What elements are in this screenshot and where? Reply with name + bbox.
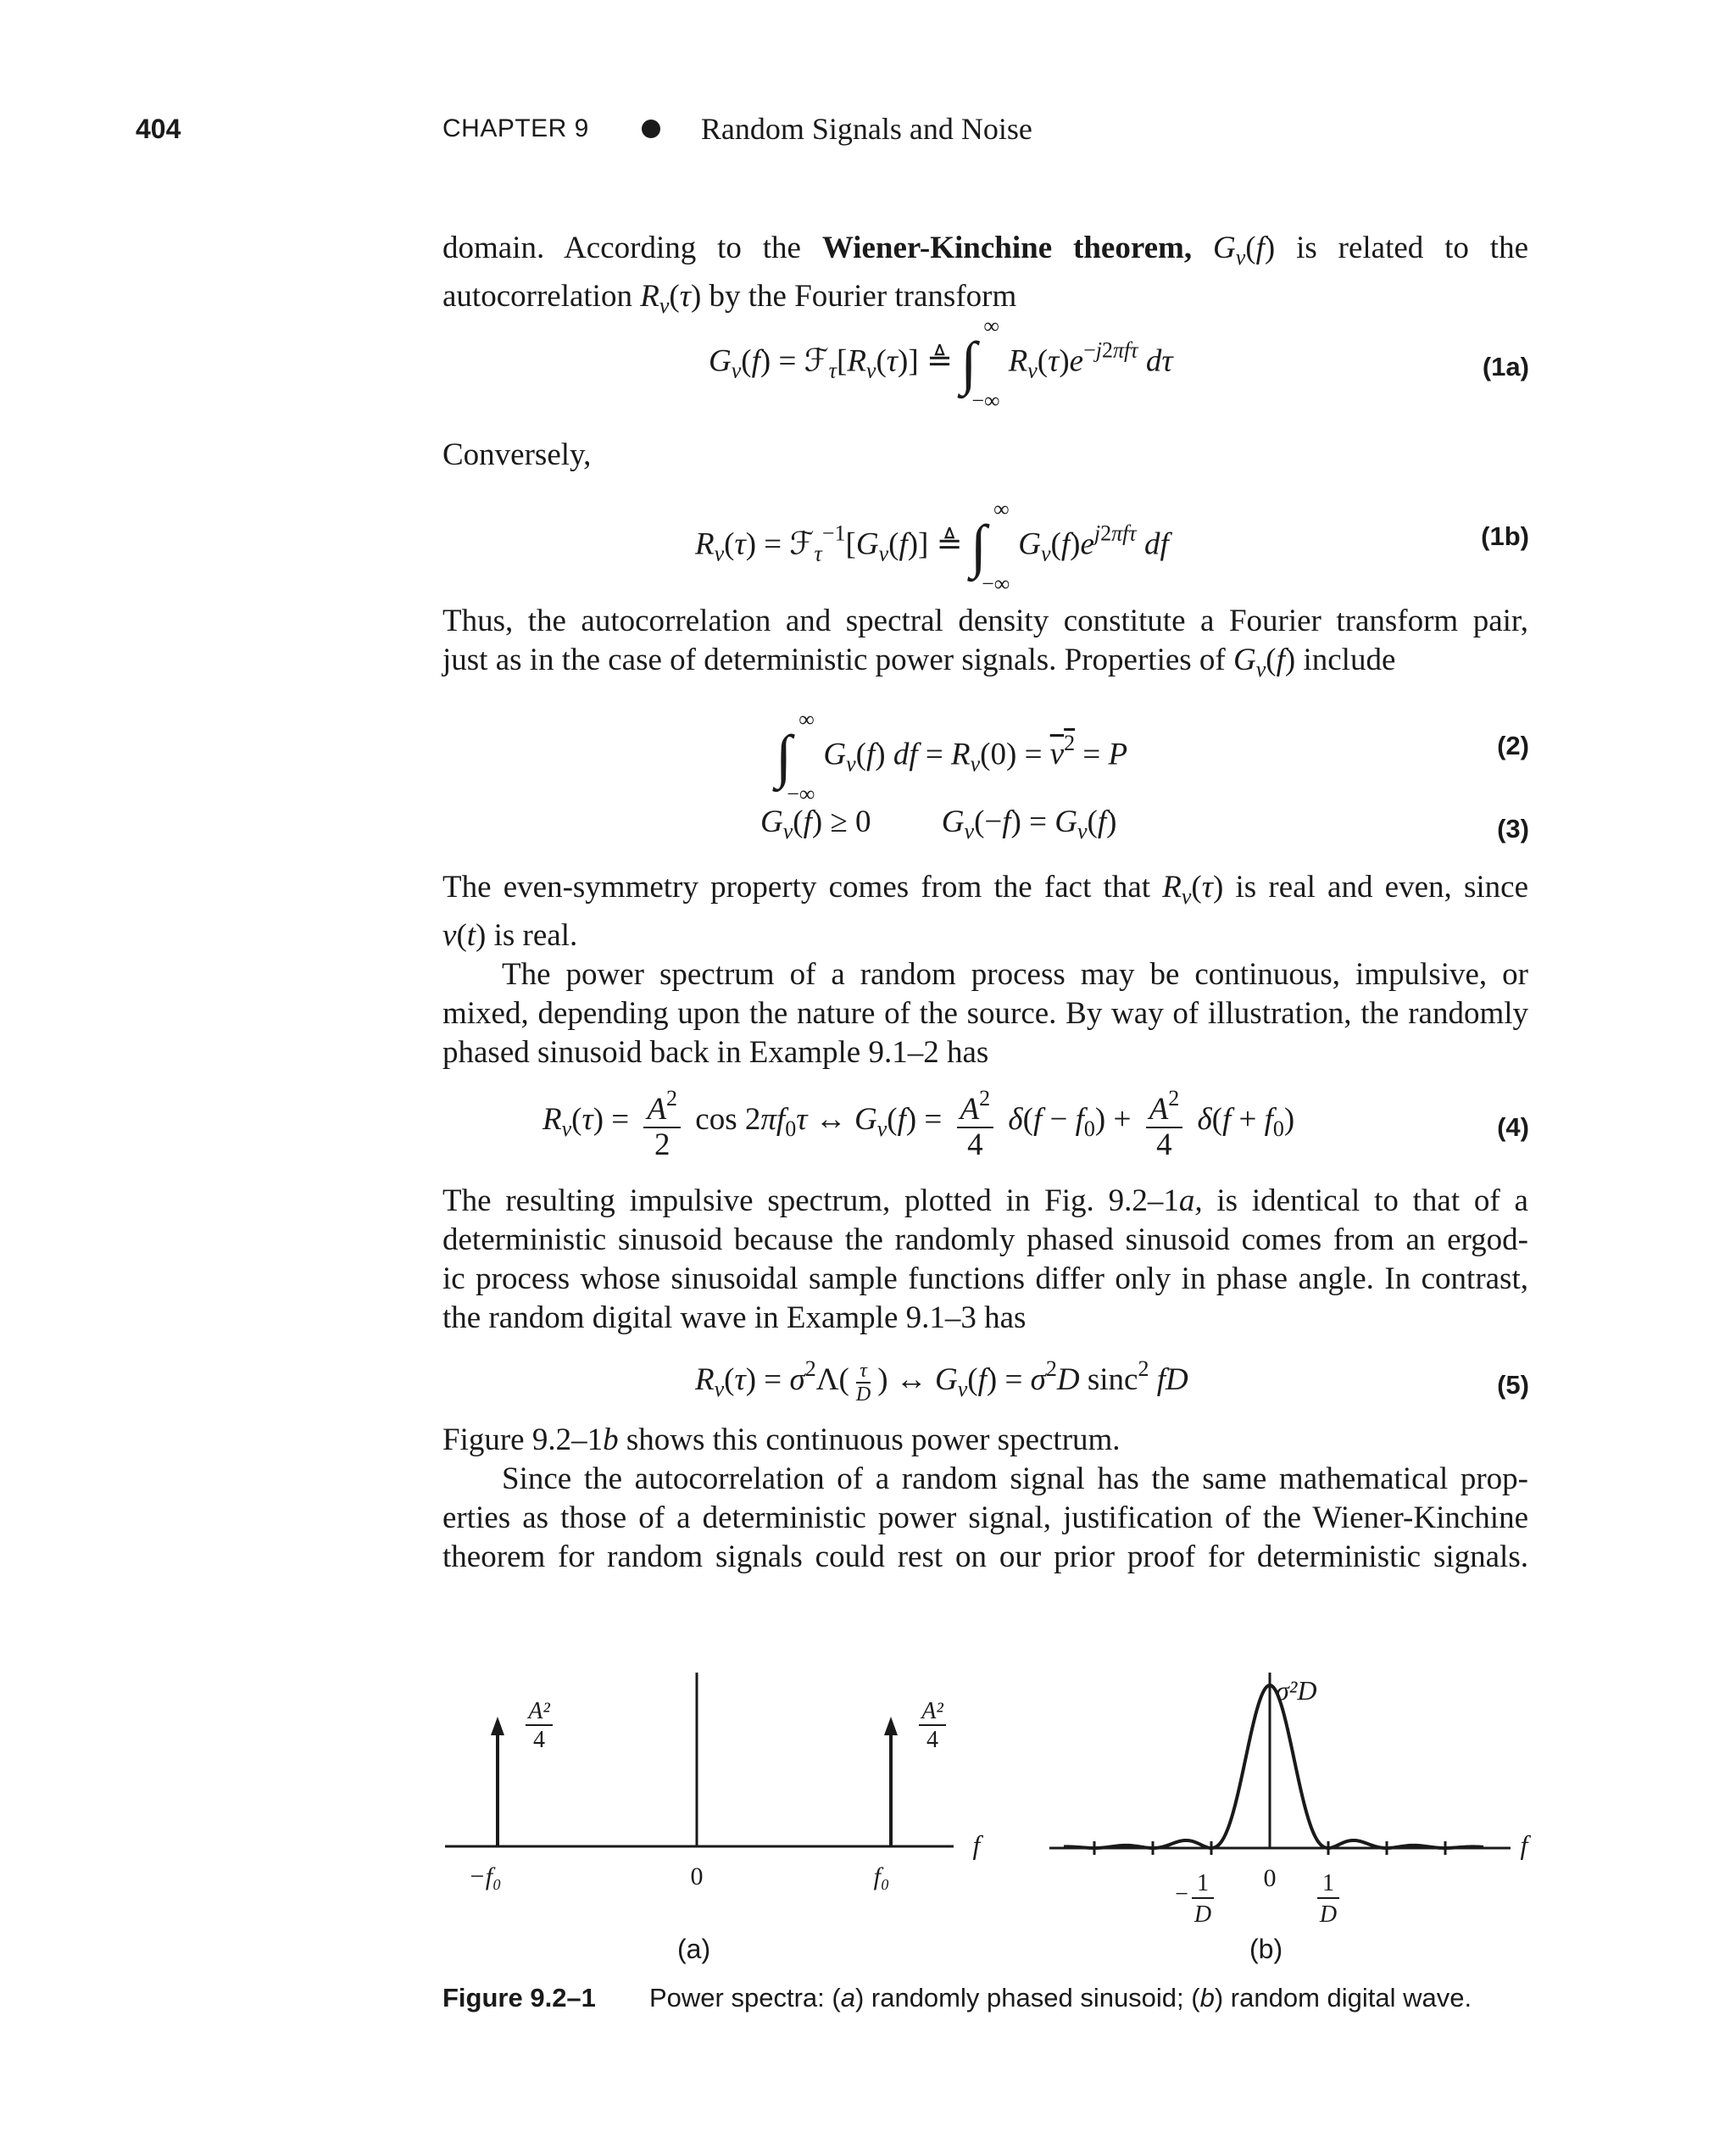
paragraph-1: domain. According to the Wiener-Kinchine theorem, $G_v(f)$ is related to the autocorrelation $R_v(\tau)$ by the Fourier transform <box>442 231 1529 318</box>
wiener-kinchine-term: Wiener-Kinchine theorem, <box>821 231 1193 265</box>
section-title: Random Signals and Noise <box>700 112 1032 146</box>
chapter-label: CHAPTER 9 <box>442 114 589 142</box>
figure-9-2-1 <box>432 1657 1551 2013</box>
panel-label-a: (a) <box>677 1934 711 1964</box>
a-axis-label: f <box>972 1829 981 1860</box>
equation-number-1b: (1b) <box>1481 521 1529 551</box>
equation-number-5: (5) <box>1497 1370 1529 1400</box>
a-zero-tick-label: 0 <box>690 1862 704 1890</box>
paragraph-2: Thus, the autocorrelation and spectral density constitute a Fourier transform pair, just as in the case of deterministic power signals. Properties of $G_v(f)$ include <box>442 604 1528 682</box>
equation-number-2: (2) <box>1497 731 1529 760</box>
a-right-impulse-arrow <box>884 1717 898 1735</box>
equation-5: $R_v(\tau) = \sigma^2\Lambda$( $\frac{\tau}{D}$ ) ↔ $G_v(f) = \sigma^2D$ sinc$^2$ fD <box>695 1356 1188 1406</box>
a-left-impulse-den: 4 <box>533 1727 545 1753</box>
b-left-tick-minus: − <box>1175 1881 1188 1907</box>
equation-3: $G_v(f) \ge 0$ $G_v(-f) = G_v(f)$ <box>760 804 1117 843</box>
equation-number-3: (3) <box>1497 814 1529 843</box>
a-right-impulse-num: A² <box>921 1698 943 1724</box>
b-sinc-squared-curve <box>1064 1685 1483 1848</box>
a-left-impulse-num: A² <box>528 1698 550 1724</box>
figure-caption <box>442 1977 1472 2019</box>
a-right-impulse-den: 4 <box>926 1727 938 1753</box>
b-axis-label: f <box>1520 1829 1528 1860</box>
paragraph-5: The resulting impulsive spectrum, plotted in Fig. 9.2–1a, is identical to that of a deterministic sinusoid because the randomly phased sinusoid comes from an ergod- ic process whose sinusoidal sample functions differ only in phase angle. In contrast, the random digital wave in Example 9.1–3 has <box>442 1183 1528 1335</box>
b-zero-tick-label: 0 <box>1263 1864 1277 1892</box>
bullet-icon <box>642 120 660 138</box>
b-left-tick-den: D <box>1194 1901 1212 1928</box>
page-number: 404 <box>136 114 181 144</box>
equation-number-1a: (1a) <box>1482 352 1529 381</box>
a-left-tick-label: −f₀ <box>468 1862 502 1890</box>
equation-1b: $R_v(\tau)$ = $ℱ_\tau^{-1}[G_v(f)]$ ≜ ∫ ∞ −∞ $G_v(f)e^{j2\pi f\tau}$ df <box>695 497 1169 596</box>
running-head <box>442 112 1032 146</box>
b-peak-label: σ²D <box>1276 1675 1317 1706</box>
a-left-impulse-arrow <box>491 1717 504 1735</box>
conversely-text: Conversely, <box>442 437 592 472</box>
caption-text: Power spectra: (a) randomly phased sinusoid; (b) random digital wave. <box>649 1983 1472 2013</box>
b-right-tick-den: D <box>1319 1901 1338 1928</box>
a-right-tick-label: f₀ <box>873 1862 890 1890</box>
panel-label-b: (b) <box>1249 1934 1283 1964</box>
equation-number-4: (4) <box>1497 1112 1529 1142</box>
figure-svg <box>432 1657 1551 2013</box>
paragraph-6: Figure 9.2–1b shows this continuous power spectrum. Since the autocorrelation of a random signal has the same mathematical prop- erties as those of a deterministic power signal, justification of the Wiener-Kinchine theorem for random signals could rest on our prior proof for deterministic signals. <box>442 1422 1528 1574</box>
caption-label: Figure 9.2–1 <box>442 1983 596 2013</box>
b-left-tick-num: 1 <box>1197 1870 1209 1896</box>
equation-2: ∫ ∞ −∞ $G_v(f)$ df = $R_v(0) = v^2 = P$ <box>776 707 1128 806</box>
equation-1a: $G_v(f)$ = $ℱ_\tau[R_v(\tau)]$ ≜ ∫ ∞ −∞ $R_v(\tau)e^{-j2\pi f\tau}$ dτ <box>709 314 1173 413</box>
b-right-tick-num: 1 <box>1322 1870 1334 1896</box>
paragraph-3: The even-symmetry property comes from the fact that $R_v(\tau)$ is real and even, since v(t) is real. The power spectrum of a random process may be continuous, impulsive, or mixed, depending upon the nature of the source. By way of illustration, the randomly phased sinusoid back in Example 9.1–2 has <box>442 870 1529 1070</box>
equation-4: $R_v(\tau)$ = $\frac{A^2}{2}$ $\cos 2\pi f_0\tau$ ↔ $G_v(f)$ = $\frac{A^2}{4}$ $\delta(f - f_0)$ + $\frac{A^2}{4}$ $\delta(f + f_0)$ <box>542 1082 1294 1162</box>
